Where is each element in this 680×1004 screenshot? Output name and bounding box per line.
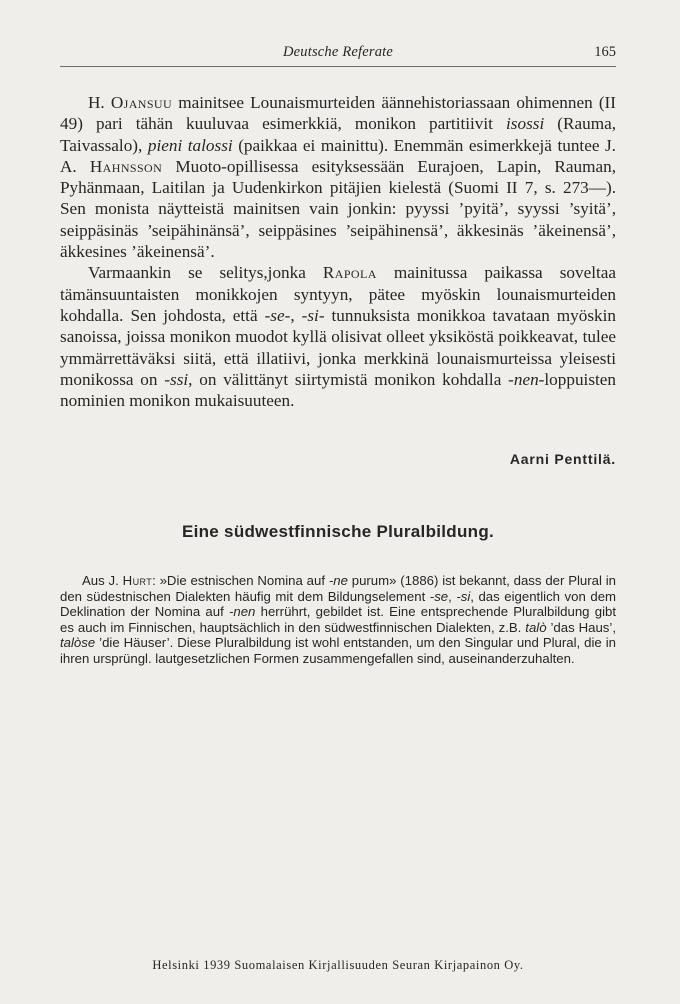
text-run: ’das Haus’, <box>546 619 616 635</box>
text-run: Varmaankin se selitys,jonka <box>88 263 323 283</box>
example-word: isossi <box>506 114 545 134</box>
example-word: talòse <box>60 635 96 651</box>
text-run: , on välittänyt siirtymistä monikon kohdalla <box>188 369 509 389</box>
article-paragraph-2 <box>60 262 616 411</box>
text-run: Muoto-opillisessa esityksessään Eurajoen, Lapin, Rauman, Pyhänmaan, Laitilan ja Uudenkirkon pitäjien kielestä (Suomi II 7, s. 273—). Sen monista näytteistä mainitsen vain jonkin: pyyssi ’pyitä’, syyssi ’syitä’, seippäsinäs ’seipähinänsä’, seippäsines ’seipähinensä’, äkkesinäs ’äkeinensä’, äkkesines ’äkeinensä’. <box>60 156 616 262</box>
text-run: mainitsee Lounaismurteiden äännehistoriassaan ohimennen (II 49) pari tähän kuuluvaa esimerkkiä, monikon partitiivit <box>60 93 616 134</box>
example-word: -si <box>456 588 471 604</box>
text-run: (paikkaa ei mainittu). Enemmän esimerkkejä tuntee J. A. <box>60 135 616 176</box>
running-title: Deutsche Referate <box>282 44 394 60</box>
example-word: pieni talossi <box>147 135 233 155</box>
text-run: H. <box>88 93 111 112</box>
page-number: 165 <box>594 44 616 60</box>
text-run: (Rauma, Taivassalo), <box>60 114 616 155</box>
example-word: -si- <box>301 305 325 325</box>
example-word: -se <box>429 588 449 604</box>
text-run: , das eigentlich von dem Deklination der Nomina auf <box>60 588 617 620</box>
example-word: -ne <box>328 573 348 588</box>
text-run: Aus J. <box>82 573 123 588</box>
author-name: Ojansuu <box>110 93 173 112</box>
text-run: herrührt, gebildet ist. Eine entsprechende Pluralbildung gibt es auch im Finnischen, hauptsächlich in den südwestfinnischen Dialekten, z.B. <box>60 604 616 635</box>
summary-title: Eine südwestfinnische Pluralbildung. <box>181 522 495 541</box>
text-run: purum» (1886) ist bekannt, dass der Plural in den südestnischen Dialekten häufig mit dem Bildungselement <box>60 573 617 604</box>
example-word: -nen <box>508 369 539 389</box>
author-name: Hurt <box>122 573 153 588</box>
author-name: Hahnsson <box>89 156 163 176</box>
text-run: , <box>448 588 457 604</box>
summary-paragraph <box>60 573 616 667</box>
example-word: -se- <box>264 305 291 325</box>
page-header <box>60 44 616 67</box>
example-word: -nen <box>228 604 256 620</box>
summary-body <box>60 573 616 667</box>
text-run: : »Die estnischen Nomina auf <box>152 573 329 588</box>
article-paragraph-1 <box>60 92 616 262</box>
example-word: talò <box>525 619 547 635</box>
example-word: -ssi <box>164 369 189 389</box>
author-name: Rapola <box>322 263 377 283</box>
article-body <box>60 92 616 411</box>
author-signature: Aarni Penttilä. <box>509 451 616 467</box>
text-run: , <box>290 305 302 325</box>
text-run: ’die Häuser’. Diese Pluralbildung ist wohl entstanden, um den Singular und Plural, die in ihren ursprüngl. lautgesetzlichen Formen zusammengefallen sind, auseinanderzuhalten. <box>60 635 616 666</box>
printer-imprint: Helsinki 1939 Suomalaisen Kirjallisuuden Seuran Kirjapainon Oy. <box>152 958 524 972</box>
text-run: tunnuksista monikkoa tavataan myöskin sanoissa, joissa monikon muodot kyllä olisivat olleet yksiköstä poikkeavat, tulee ymmärrettäväksi siitä, että illatiivi, jonka merkkinä lounaismurteissa yleisesti monikossa on <box>60 305 617 389</box>
text-run: mainitussa paikassa soveltaa tämänsuuntaisten monikkojen syntyyn, pätee myöskin lounaismurteiden kohdalla. Sen johdosta, että <box>60 263 617 325</box>
text-run: -loppuisten nominien monikon mukaisuuteen. <box>60 369 617 411</box>
